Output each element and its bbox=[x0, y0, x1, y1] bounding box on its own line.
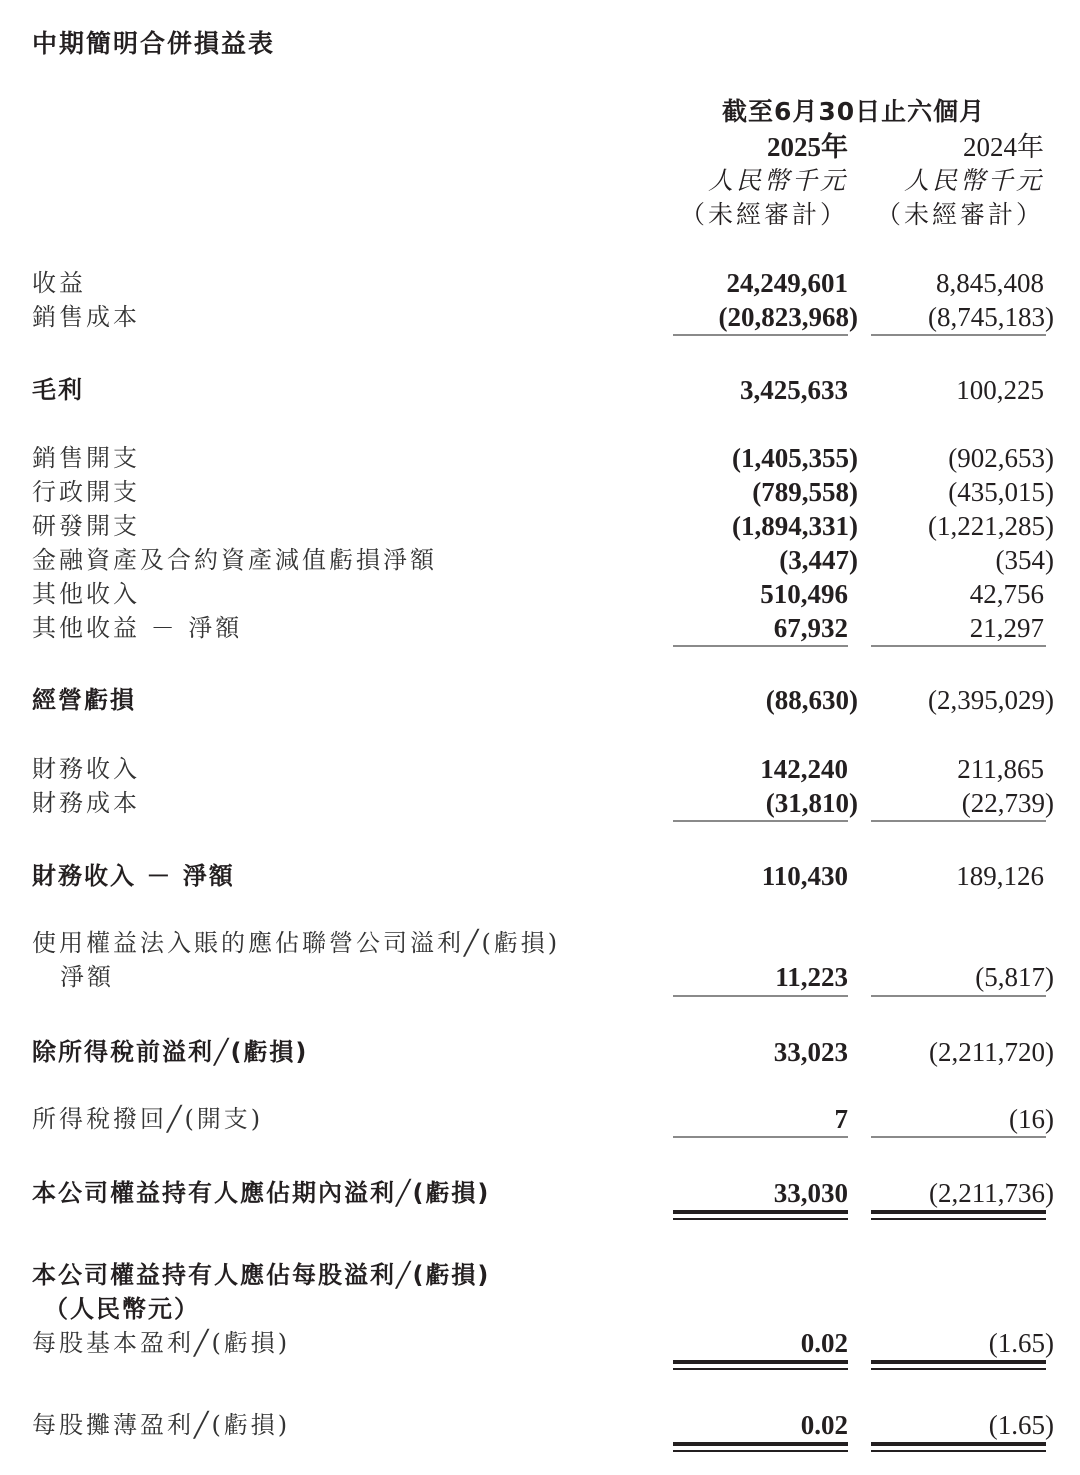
value-2025: 142,240 bbox=[760, 754, 848, 784]
column-currency: 人民幣千元 bbox=[903, 166, 1044, 195]
row-admin-expenses bbox=[0, 475, 1080, 509]
column-header-2025 bbox=[680, 130, 848, 232]
value-2024: 42,756 bbox=[969, 579, 1044, 609]
value-2024: (1,221,285) bbox=[928, 511, 1054, 541]
value-2025: 67,932 bbox=[773, 613, 848, 643]
value-2024: (5,817) bbox=[975, 962, 1054, 992]
row-label: 其他收益 － 淨額 bbox=[32, 614, 243, 642]
period-header: 截至6月30日止六個月 bbox=[722, 97, 986, 126]
value-2024: (2,211,720) bbox=[929, 1037, 1054, 1067]
value-2024: 21,297 bbox=[969, 613, 1044, 643]
row-label: 毛利 bbox=[32, 376, 84, 404]
value-2024: (354) bbox=[995, 545, 1054, 575]
row-other-income bbox=[0, 577, 1080, 611]
row-label: 銷售成本 bbox=[32, 303, 140, 331]
row-share-of-associates bbox=[0, 960, 1080, 994]
subtotal-rule bbox=[673, 820, 848, 822]
row-label: 經營虧損 bbox=[32, 686, 136, 714]
value-2024: 211,865 bbox=[957, 754, 1044, 784]
row-eps-currency bbox=[0, 1292, 1080, 1326]
column-currency: 人民幣千元 bbox=[707, 166, 848, 195]
row-label: 金融資產及合約資產減值虧損淨額 bbox=[32, 546, 437, 574]
total-double-rule bbox=[871, 1210, 1046, 1220]
row-label-continued: （人民幣元） bbox=[44, 1295, 200, 1323]
value-2025: 510,496 bbox=[760, 579, 848, 609]
subtotal-rule bbox=[871, 334, 1046, 336]
row-label: 每股基本盈利╱(虧損) bbox=[32, 1329, 291, 1357]
row-label: 除所得稅前溢利╱(虧損) bbox=[32, 1038, 309, 1066]
value-2024: 8,845,408 bbox=[936, 268, 1044, 298]
value-2024: (1.65) bbox=[988, 1328, 1054, 1358]
subtotal-rule bbox=[871, 820, 1046, 822]
value-2025: (20,823,968) bbox=[718, 302, 858, 332]
subtotal-rule bbox=[871, 995, 1046, 997]
value-2024: (1.65) bbox=[988, 1410, 1054, 1440]
row-profit-before-tax bbox=[0, 1035, 1080, 1069]
value-2025: 110,430 bbox=[761, 861, 848, 891]
row-basic-eps bbox=[0, 1326, 1080, 1360]
value-2024: (2,211,736) bbox=[929, 1178, 1054, 1208]
value-2024: 189,126 bbox=[956, 861, 1044, 891]
value-2025: (31,810) bbox=[765, 788, 858, 818]
total-double-rule bbox=[673, 1360, 848, 1370]
value-2025: 33,023 bbox=[773, 1037, 848, 1067]
value-2024: (2,395,029) bbox=[928, 685, 1054, 715]
row-label: 所得稅撥回╱(開支) bbox=[32, 1105, 264, 1133]
row-other-gains-net bbox=[0, 611, 1080, 645]
subtotal-rule bbox=[871, 645, 1046, 647]
row-label: 研發開支 bbox=[32, 512, 140, 540]
value-2024: (435,015) bbox=[948, 477, 1054, 507]
value-2024: (902,653) bbox=[948, 443, 1054, 473]
value-2024: (22,739) bbox=[961, 788, 1054, 818]
row-eps-heading bbox=[0, 1258, 1080, 1292]
page-title: 中期簡明合併損益表 bbox=[32, 29, 276, 58]
value-2025: 7 bbox=[834, 1104, 848, 1134]
row-label: 本公司權益持有人應佔期內溢利╱(虧損) bbox=[32, 1179, 491, 1207]
total-double-rule bbox=[871, 1442, 1046, 1452]
row-label: 財務收入 － 淨額 bbox=[32, 862, 235, 890]
column-audit-status: （未經審計） bbox=[875, 200, 1044, 229]
row-label: 本公司權益持有人應佔每股溢利╱(虧損) bbox=[32, 1261, 491, 1289]
value-2024: (16) bbox=[1009, 1104, 1054, 1134]
row-finance-costs bbox=[0, 786, 1080, 820]
value-2025: (3,447) bbox=[779, 545, 858, 575]
row-diluted-eps bbox=[0, 1408, 1080, 1442]
value-2025: 24,249,601 bbox=[726, 268, 848, 298]
row-gross-profit bbox=[0, 373, 1080, 407]
total-double-rule bbox=[871, 1360, 1046, 1370]
value-2025: 0.02 bbox=[800, 1410, 848, 1440]
value-2025: 0.02 bbox=[800, 1328, 848, 1358]
row-share-of-associates-heading bbox=[0, 926, 1080, 960]
total-double-rule bbox=[673, 1210, 848, 1220]
subtotal-rule bbox=[673, 995, 848, 997]
column-year: 2025年 bbox=[767, 132, 848, 162]
value-2025: (789,558) bbox=[752, 477, 858, 507]
row-label: 每股攤薄盈利╱(虧損) bbox=[32, 1411, 291, 1439]
row-selling-expenses bbox=[0, 441, 1080, 475]
row-operating-loss bbox=[0, 683, 1080, 717]
row-label: 行政開支 bbox=[32, 478, 140, 506]
row-finance-income bbox=[0, 752, 1080, 786]
subtotal-rule bbox=[673, 1136, 848, 1138]
row-label: 銷售開支 bbox=[32, 444, 140, 472]
row-finance-income-net bbox=[0, 859, 1080, 893]
row-label: 收益 bbox=[32, 269, 86, 297]
value-2024: (8,745,183) bbox=[928, 302, 1054, 332]
row-label: 財務收入 bbox=[32, 755, 140, 783]
subtotal-rule bbox=[673, 334, 848, 336]
row-label: 財務成本 bbox=[32, 789, 140, 817]
subtotal-rule bbox=[673, 645, 848, 647]
column-audit-status: （未經審計） bbox=[679, 200, 848, 229]
row-rd-expenses bbox=[0, 509, 1080, 543]
value-2025: 3,425,633 bbox=[740, 375, 848, 405]
value-2025: 33,030 bbox=[773, 1178, 848, 1208]
value-2024: 100,225 bbox=[956, 375, 1044, 405]
row-label: 使用權益法入賬的應佔聯營公司溢利╱(虧損) bbox=[32, 929, 561, 957]
column-header-2024 bbox=[876, 130, 1044, 232]
row-impairment-losses bbox=[0, 543, 1080, 577]
row-income-tax bbox=[0, 1102, 1080, 1136]
column-year: 2024年 bbox=[963, 132, 1044, 162]
value-2025: (1,894,331) bbox=[732, 511, 858, 541]
value-2025: (88,630) bbox=[765, 685, 858, 715]
total-double-rule bbox=[673, 1442, 848, 1452]
value-2025: (1,405,355) bbox=[732, 443, 858, 473]
row-cost-of-sales bbox=[0, 300, 1080, 334]
value-2025: 11,223 bbox=[775, 962, 848, 992]
row-profit-for-period bbox=[0, 1176, 1080, 1210]
row-revenue bbox=[0, 266, 1080, 300]
row-label: 其他收入 bbox=[32, 580, 140, 608]
subtotal-rule bbox=[871, 1136, 1046, 1138]
row-label-continued: 淨額 bbox=[60, 963, 114, 991]
